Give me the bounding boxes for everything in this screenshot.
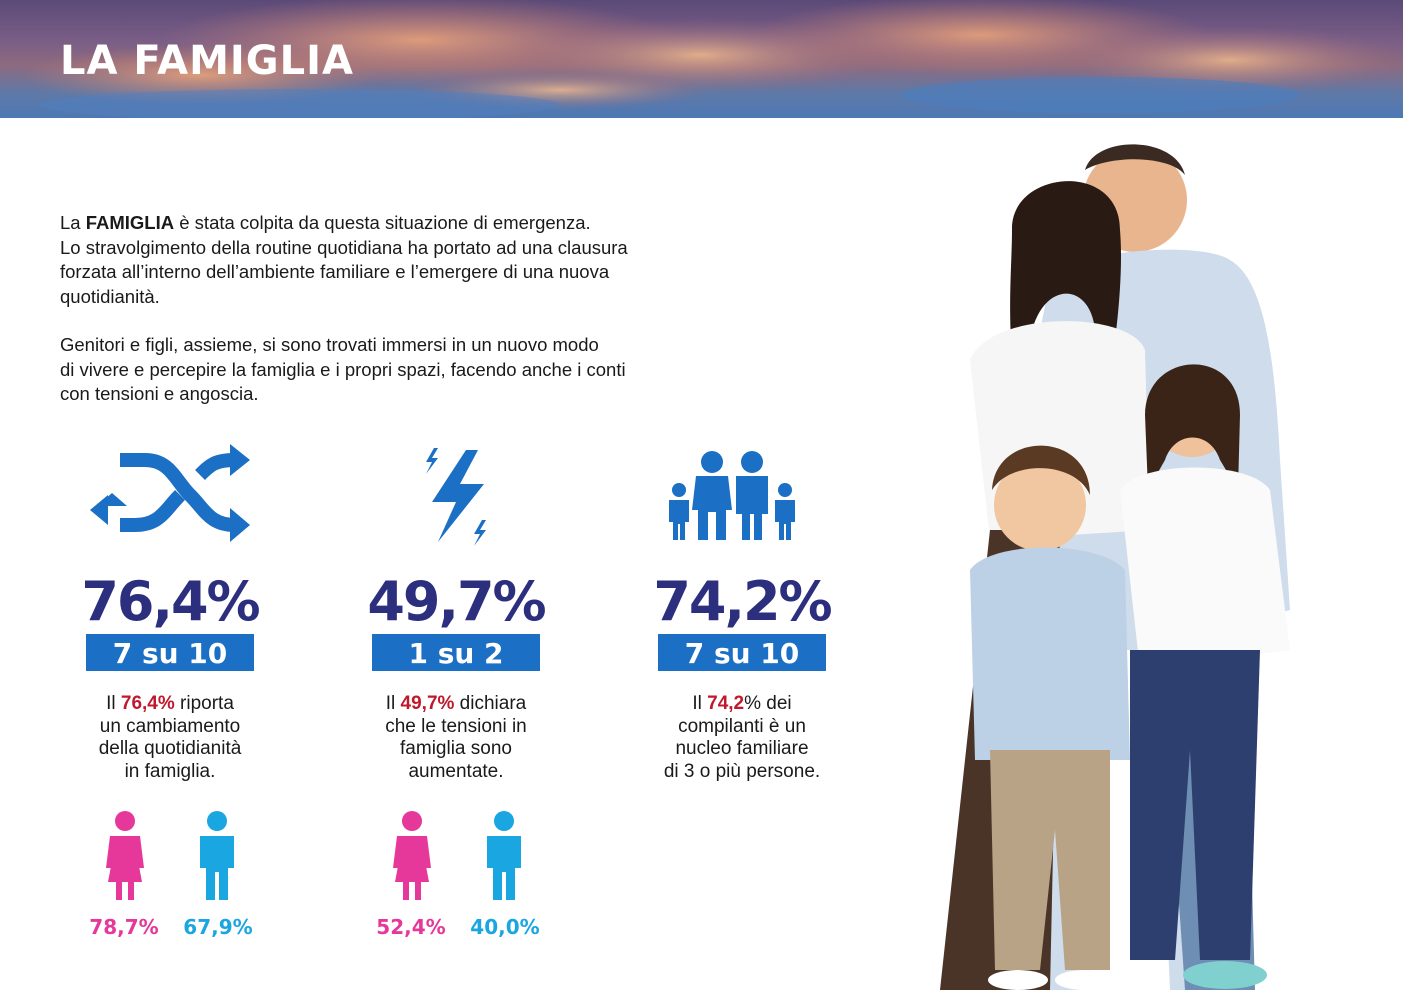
intro-text [60, 211, 700, 407]
desc-text: che le tensioni in [385, 715, 527, 737]
male-percent: 67,9% [183, 915, 253, 939]
desc-text: aumentate. [408, 760, 504, 782]
female-percent: 78,7% [89, 915, 159, 939]
female-figure-icon [100, 810, 150, 902]
desc-text: di 3 o più persone. [663, 760, 821, 782]
male-figure-icon [192, 810, 242, 902]
intro-text-span: è stata colpita da questa situazione di emergenza. [174, 212, 591, 233]
female-figure-icon [387, 810, 437, 902]
male-figure-icon [479, 810, 529, 902]
desc-text: della quotidianità [98, 738, 242, 759]
family-photo [900, 130, 1403, 992]
desc-highlight: 49,7% [400, 693, 455, 714]
intro-text-span: forzata all’interno dell’ambiente familiare e l’emergere di una nuova [60, 261, 610, 282]
male-percent: 40,0% [470, 915, 540, 939]
gender-breakdown-change [70, 810, 270, 950]
page-title: LA FAMIGLIA [60, 38, 354, 84]
desc-text: famiglia sono [400, 738, 512, 759]
desc-text: dichiara [454, 693, 527, 714]
intro-text-span: quotidianità. [60, 285, 160, 307]
lightning-icon [336, 440, 576, 550]
stat-ratio-badge: 7 su 10 [658, 634, 826, 671]
desc-highlight: 76,4% [120, 693, 175, 714]
family-icon [622, 440, 862, 550]
stat-percent: 76,4% [81, 570, 259, 633]
intro-text-span: di vivere e percepire la famiglia e i propri spazi, facendo anche i conti [60, 358, 626, 380]
desc-highlight: 74,2 [707, 693, 745, 714]
desc-text: riporta [174, 693, 234, 714]
intro-paragraph-1 [60, 211, 700, 309]
intro-text-span: con tensioni e angoscia. [60, 383, 259, 404]
stat-percent: 49,7% [367, 570, 545, 633]
stat-ratio-badge: 7 su 10 [86, 634, 254, 671]
stat-description [622, 693, 862, 783]
intro-bold-word: FAMIGLIA [85, 212, 175, 233]
desc-text: nucleo familiare [675, 738, 809, 759]
stat-description [336, 693, 576, 783]
intro-text-span: La [60, 212, 86, 233]
shuffle-arrows-icon [50, 440, 290, 550]
desc-text: Il [385, 693, 401, 714]
intro-text-span: Lo stravolgimento della routine quotidiana ha portato ad una clausura [60, 236, 628, 258]
intro-text-span: Genitori e figli, assieme, si sono trovati immersi in un nuovo modo [60, 334, 599, 355]
desc-text: in famiglia. [124, 760, 216, 782]
header-banner [0, 0, 1403, 118]
desc-text: Il [692, 693, 708, 714]
intro-paragraph-2 [60, 333, 700, 407]
female-percent: 52,4% [376, 915, 446, 939]
stat-ratio-badge: 1 su 2 [372, 634, 540, 671]
stat-description [50, 693, 290, 783]
desc-text: % dei [744, 693, 792, 714]
stat-percent: 74,2% [653, 570, 831, 633]
desc-text: compilanti è un [678, 715, 806, 737]
gender-breakdown-tension [357, 810, 557, 950]
desc-text: un cambiamento [99, 715, 241, 737]
desc-text: Il [106, 693, 121, 714]
